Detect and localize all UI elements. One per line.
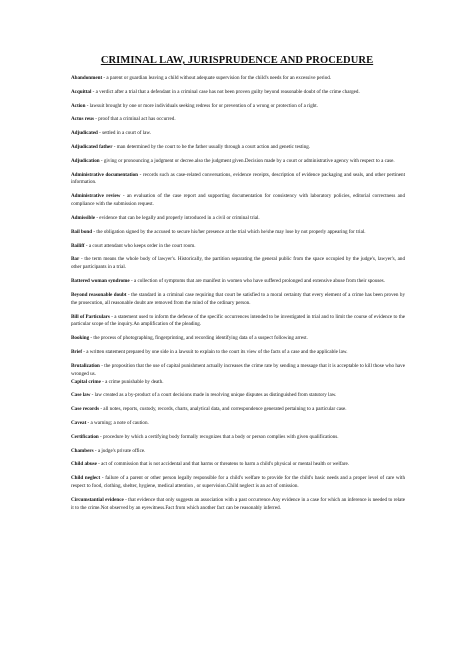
- glossary-term: Case law: [71, 392, 91, 399]
- page-title: CRIMINAL LAW, JURISPRUDENCE AND PROCEDURE: [100, 55, 374, 66]
- glossary-entry: [71, 292, 405, 308]
- glossary-entry: [71, 130, 405, 138]
- glossary-entry: [71, 193, 405, 209]
- glossary-entry: [71, 475, 405, 491]
- glossary-term: Caveat: [71, 420, 87, 427]
- glossary-term: Battered woman syndrome: [71, 278, 130, 285]
- glossary-term: Adjudicated: [71, 130, 98, 137]
- glossary-term: Bar: [71, 256, 80, 263]
- glossary-definition: - failure of a parent or other person legally responsible for a child's welfare to provide for the child's basic needs and a proper level of care with respect to food, clothing, shelter, hygiene, medical attention , or supervision.Child neglect is an act of omission.: [71, 475, 405, 490]
- glossary-entry: [71, 461, 405, 469]
- glossary-definition: - that evidence that only suggests an association with a past occurrence.Any evidence in a case for which an inference is needed to relate it to the crime.Not observed by an eyewitness.Fact from which another fact can be reasonably inferred.: [71, 496, 405, 511]
- glossary-entry: [71, 278, 405, 286]
- glossary-entry: [71, 349, 405, 357]
- glossary-entry: [71, 215, 405, 223]
- glossary-definition: - a collection of symptoms that are manifest in women who have suffered prolonged and extensive abuse from their spouses.: [129, 278, 385, 285]
- glossary-term: Acquittal: [71, 88, 92, 95]
- glossary-entry: [71, 420, 405, 428]
- glossary-definition: - a court attendant who keeps order in the court room.: [84, 242, 196, 249]
- glossary-entry: [71, 392, 405, 400]
- glossary-definition: - evidence that can be legally and properly introduced in a civil or criminal trial.: [95, 214, 260, 221]
- glossary-entry: [71, 243, 405, 251]
- glossary-term: Capital crime: [71, 378, 101, 385]
- glossary-term: Beyond reasonable doubt: [71, 291, 127, 298]
- glossary-term: Booking: [71, 335, 90, 342]
- glossary-definition: - settled in a court of law.: [97, 130, 152, 137]
- glossary-entry: [71, 172, 405, 188]
- glossary-definition: - the proposition that the use of capital punishment actually increases the crime rate by sending a message that it is acceptable to kill those who have wronged us.: [71, 362, 405, 377]
- glossary-definition: - man determined by the court to be the father usually through a court action and genetic testing.: [112, 143, 311, 150]
- glossary-term: Brief: [71, 349, 83, 356]
- glossary-definition: - the process of photographing, fingerprinting, and recording identifying data of a suspect following arrest.: [89, 335, 308, 342]
- glossary-term: Bail bond: [71, 228, 93, 235]
- glossary-entry: [71, 75, 405, 83]
- glossary-entry: [71, 256, 405, 272]
- glossary-term: Actus reus: [71, 116, 94, 123]
- glossary-term: Brutalization: [71, 362, 100, 369]
- glossary-definition: - the obligation signed by the accused to secure his/her presence at the trial which he/she may lose by not properly appearing for trial.: [92, 228, 366, 235]
- glossary-entry: [71, 314, 405, 330]
- glossary-term: Chambers: [71, 447, 94, 454]
- glossary-entry: [71, 89, 405, 97]
- glossary-term: Circumstantial evidence: [71, 496, 124, 503]
- glossary-term: Adjudication: [71, 157, 100, 164]
- glossary-entry: [71, 103, 405, 111]
- glossary-term: Case records: [71, 406, 100, 413]
- glossary-definition: - a parent or guardian leaving a child without adequate supervision for the child's needs for an excessive period.: [102, 75, 332, 81]
- glossary-definition: - law created as a by-product of a court decisions made in resolving unique disputes as distinguished from statutory law.: [90, 392, 337, 399]
- glossary-term: Administrative documentation: [71, 171, 138, 178]
- glossary-list: [71, 75, 405, 519]
- glossary-term: Child abuse: [71, 461, 97, 468]
- glossary-definition: - a verdict after a trial that a defendant in a criminal case has not been proven guilty beyond reasonable doubt of the crime charged.: [91, 88, 360, 95]
- glossary-entry: [71, 448, 405, 456]
- glossary-term: Bailiff: [71, 242, 85, 249]
- glossary-definition: - act of commission that is not accidental and that harms or threatens to harm a child's physical or mental health or welfare.: [96, 461, 350, 468]
- glossary-entry: [71, 144, 405, 152]
- glossary-entry: [71, 363, 405, 387]
- glossary-term: Abandonment: [71, 75, 103, 81]
- glossary-definition: - the standard in a criminal case requiring that court be satisfied to a moral certainty that every element of a crime has been proven by the prosecution, all reasonable doubt are removed from the mind of the ordinary person.: [71, 291, 405, 306]
- glossary-entry: [71, 116, 405, 124]
- glossary-term: Admissible: [71, 214, 96, 221]
- glossary-definition: - proof that a criminal act has occurred.: [93, 116, 176, 123]
- glossary-definition: - a statement used to inform the defense of the specific occurrences intended to be investigated in trial and to limit the course of evidence to the particular scope of the inquiry.An amplification of the pleading.: [71, 313, 406, 328]
- glossary-entry: [71, 335, 405, 343]
- glossary-definition: - giving or pronouncing a judgment or decree.also the judgment given.Decision made by a court or administrative agency with respect to a case.: [99, 157, 395, 164]
- glossary-term: Child neglect: [71, 475, 101, 482]
- glossary-definition: - records such as case-related conversations, evidence receipts, description of evidence packaging and seals, and other pertinent information.: [71, 171, 405, 186]
- glossary-term: Adjudicated father: [71, 143, 113, 150]
- glossary-entry: [71, 158, 405, 166]
- glossary-entry: [71, 434, 405, 442]
- glossary-definition: - an evaluation of the case report and supporting documentation for consistency with laboratory policies, editorial correctness and compliance with the submission request.: [71, 193, 405, 208]
- glossary-definition: - all notes, reports, custody, records, charts, analytical data, and correspondence generated pertaining to a particular case.: [99, 406, 347, 413]
- glossary-term: Certification: [71, 433, 99, 440]
- glossary-term: Administrative review: [71, 193, 121, 200]
- glossary-definition: - a crime punishable by death.: [100, 378, 164, 385]
- glossary-definition: - procedure by which a certifying body formally recognizes that a body or person complies with given qualifications.: [98, 433, 339, 440]
- glossary-entry: [71, 406, 405, 414]
- glossary-term: Bill of Particulars: [71, 313, 110, 320]
- glossary-definition: - a warning; a note of caution.: [86, 420, 149, 427]
- glossary-term: Action: [71, 102, 86, 109]
- glossary-definition: - a written statement prepared by one side in a lawsuit to explain to the court its view of the facts of a case and the applicable law.: [82, 349, 348, 356]
- glossary-definition: - a judge's private office.: [93, 447, 146, 454]
- glossary-entry: [71, 497, 405, 513]
- glossary-definition: - lawsuit brought by one or more individuals seeking redress for or prevention of a wrong or protection of a right.: [85, 102, 318, 109]
- glossary-definition: - the term means the whole body of lawyer's. Historically, the partition separating the general public from the space occupied by the judge's, lawyer's, and other participants in a trial.: [71, 256, 405, 271]
- glossary-entry: [71, 229, 405, 237]
